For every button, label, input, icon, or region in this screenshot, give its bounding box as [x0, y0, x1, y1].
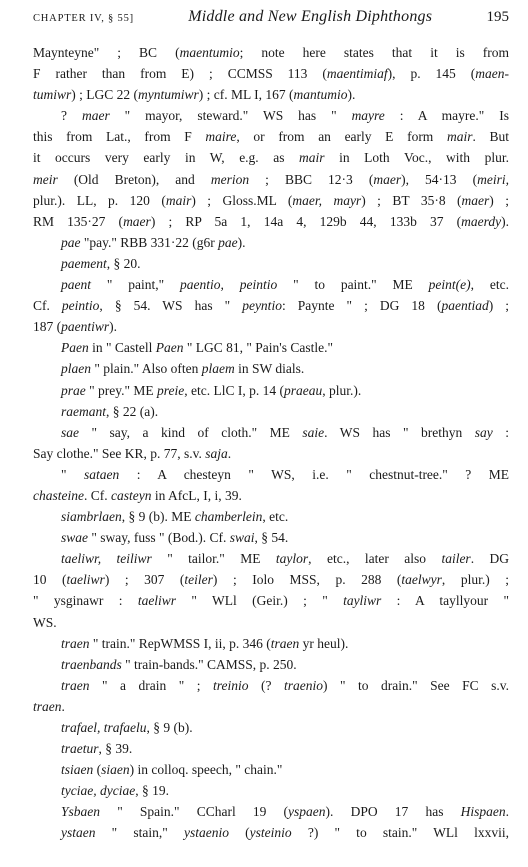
text-run: . DG [470, 551, 509, 567]
body-text [33, 42, 509, 844]
text-run: ? [61, 108, 82, 124]
text-run: " prey." ME [85, 382, 158, 398]
italic-term: yspaen [288, 804, 326, 820]
italic-term: praeau [284, 382, 323, 398]
text-run: " say, a kind of cloth." ME [79, 424, 303, 440]
italic-term: maer [373, 171, 402, 187]
text-run: , § 9 (b). ME [121, 509, 195, 525]
italic-term: paentio, peintio [179, 277, 278, 293]
text-line [33, 295, 509, 316]
text-run: ) ; 307 ( [104, 572, 185, 588]
text-line [33, 569, 509, 590]
italic-term: taylor [275, 551, 309, 567]
text-line [33, 105, 509, 126]
text-run: this from Lat., from F [33, 129, 206, 145]
text-run: in AfcL, I, i, 39. [151, 487, 242, 503]
text-run: " Spain." CCharl 19 ( [100, 804, 289, 820]
italic-term: mair [446, 129, 473, 145]
italic-term: meiri, [477, 171, 509, 187]
italic-term: traen [33, 698, 62, 714]
text-run: ; note here states that it is from [239, 45, 509, 60]
text-line [33, 84, 509, 105]
text-line [33, 190, 509, 211]
italic-term: taelwyr [401, 572, 442, 588]
italic-term: maentumio [179, 45, 240, 60]
italic-term: ystaen [61, 825, 96, 841]
italic-term: chamberlein [194, 509, 263, 525]
italic-term: trafael, trafaelu [61, 720, 147, 735]
italic-term: traetur [61, 741, 99, 757]
text-run: "pay." RBB 331·22 (g6r [80, 234, 219, 250]
italic-term: Paen [155, 340, 184, 356]
italic-term: teiler [184, 572, 213, 588]
text-run: ) ; [488, 298, 510, 314]
text-run: " sway, fuss " (Bod.). Cf. [88, 530, 230, 546]
text-run: , § 54. WS has " [99, 298, 243, 314]
page-number: 195 [486, 9, 509, 25]
italic-term: maer [81, 108, 110, 124]
text-run: ) in colloq. speech, " chain." [129, 762, 283, 778]
italic-term: traenbands [61, 656, 122, 672]
text-run: " WLl (Geir.) ; " [176, 593, 344, 609]
text-run: , etc. [262, 509, 289, 525]
text-run: " a drain " ; [89, 677, 213, 693]
text-run: , plur.). [322, 382, 362, 398]
text-run: WS. [33, 614, 57, 630]
text-run: , etc. LlC I, p. 14 ( [184, 382, 284, 398]
text-run: . But [472, 129, 509, 145]
text-line [33, 422, 509, 443]
text-run: ). DPO 17 has [325, 804, 461, 820]
text-run: " ysginawr : [33, 593, 138, 609]
text-run: " paint," [91, 277, 180, 293]
italic-term: mair [165, 192, 192, 208]
italic-term: siaen [101, 762, 130, 778]
text-line [33, 696, 509, 717]
italic-term: swai [229, 530, 255, 546]
text-line [33, 801, 509, 822]
italic-term: tumiwr [33, 87, 72, 103]
text-run: : [492, 424, 509, 440]
text-run: 187 ( [33, 319, 62, 335]
text-run: " [61, 466, 84, 482]
text-line [33, 337, 509, 358]
text-run: in " Castell [88, 340, 156, 356]
text-line [33, 548, 509, 569]
text-line [33, 506, 509, 527]
text-run: in Loth Voc., with plur. [324, 150, 509, 166]
text-line [33, 316, 509, 337]
text-line [33, 633, 509, 654]
text-line [33, 380, 509, 401]
text-run: RM 135·27 ( [33, 213, 124, 229]
italic-term: maer [461, 192, 490, 208]
text-run: : A chesteyn " WS, i.e. " chestnut-tree." ? ME [119, 466, 510, 482]
text-run: ?) " to stain." WLl lxxvii, [291, 825, 509, 841]
italic-term: myntumiwr [138, 87, 199, 103]
text-run: " train." RepWMSS I, ii, p. 346 ( [89, 635, 271, 651]
italic-term: taeliwr [66, 572, 105, 588]
text-run: " tailor." ME [151, 551, 276, 567]
text-line [33, 253, 509, 274]
italic-term: casteyn [110, 487, 152, 503]
text-run: . Cf. [83, 487, 111, 503]
text-run: ) ; Gloss.ML ( [191, 192, 293, 208]
text-run: Say clothe." See KR, p. 77, s.v. [33, 445, 206, 461]
text-run: ) ; LGC 22 ( [71, 87, 139, 103]
italic-term: taeliwr [137, 593, 177, 609]
italic-term: paent [61, 277, 91, 293]
italic-term: traenio [283, 677, 323, 693]
text-line [33, 464, 509, 485]
italic-term: treinio [213, 677, 249, 693]
text-line [33, 358, 509, 379]
italic-term: peintio [61, 298, 100, 314]
text-run: ) " to drain." See FC s.v. [322, 677, 509, 693]
italic-term: tayliwr [343, 593, 382, 609]
text-run: . [505, 804, 510, 820]
text-line [33, 232, 509, 253]
italic-term: traen [61, 677, 90, 693]
text-line [33, 759, 509, 780]
text-run: Cf. [33, 298, 62, 314]
italic-term: ystaenio [183, 825, 229, 841]
text-run: ). [109, 319, 118, 335]
text-line [33, 590, 509, 611]
text-run: ( [93, 762, 102, 778]
italic-term: mayre [351, 108, 385, 124]
text-line [33, 822, 509, 843]
text-run: . WS has " brethyn [324, 424, 475, 440]
text-run: ), p. 145 ( [387, 66, 476, 82]
text-run: ) ; RP 5a 1, 14a 4, 129b 44, 133b 37 ( [150, 213, 462, 229]
text-line [33, 717, 509, 738]
text-run: plur.). LL, p. 120 ( [33, 192, 166, 208]
text-run: ). [347, 87, 356, 103]
text-line [33, 274, 509, 295]
text-run: " to paint." ME [277, 277, 429, 293]
italic-term: maen- [475, 66, 509, 82]
italic-term: prae [61, 382, 86, 398]
italic-term: merion [210, 171, 250, 187]
text-run: , § 19. [135, 783, 169, 799]
text-run: 10 ( [33, 572, 67, 588]
text-run: Maynteyne" ; BC ( [33, 45, 180, 60]
italic-term: Hispaen [460, 804, 506, 820]
text-run: ; BBC 12·3 ( [249, 171, 374, 187]
text-line [33, 63, 509, 84]
italic-term: tyciae, dyciae [61, 783, 136, 799]
text-line [33, 675, 509, 696]
text-run: ). [237, 234, 246, 250]
italic-term: plaen [61, 361, 91, 377]
italic-term: maer [123, 213, 151, 229]
text-run: , § 20. [106, 255, 141, 271]
text-line [33, 42, 509, 63]
text-run: in SW dials. [234, 361, 305, 377]
text-run: ), 54·13 ( [401, 171, 478, 187]
italic-term: ysteinio [249, 825, 292, 841]
chapter-reference: CHAPTER IV, § 55] [33, 13, 134, 24]
italic-term: swae [61, 530, 88, 546]
text-run: , or from an early E form [236, 129, 447, 145]
italic-term: mair [299, 150, 325, 166]
italic-term: paentiad [441, 298, 489, 314]
text-run: : A tayllyour " [381, 593, 509, 609]
text-line [33, 126, 509, 147]
italic-term: maer, mayr [292, 192, 362, 208]
text-run: , etc. [470, 277, 510, 293]
text-run: . [61, 698, 65, 714]
italic-term: pae [218, 234, 238, 250]
text-run: " mayor, steward." WS has " [109, 108, 352, 124]
italic-term: paentiwr [61, 319, 110, 335]
text-run: ) ; [489, 192, 510, 208]
text-run: (? [248, 677, 284, 693]
italic-term: chasteine [33, 487, 84, 503]
italic-term: traen [61, 635, 90, 651]
text-run: (Old Breton), and [57, 171, 211, 187]
italic-term: traen [270, 635, 300, 651]
text-line [33, 780, 509, 801]
italic-term: mantumio [293, 87, 348, 103]
text-line [33, 485, 509, 506]
text-line [33, 401, 509, 422]
text-run: , etc., later also [308, 551, 442, 567]
italic-term: maentimiaf [326, 66, 388, 82]
text-run: " LGC 81, " Pain's Castle." [183, 340, 333, 356]
running-header [33, 8, 509, 34]
italic-term: preie [157, 382, 185, 398]
text-line [33, 443, 509, 464]
text-run: ). [501, 213, 509, 229]
text-run: , § 54. [254, 530, 289, 546]
italic-term: maerdy [461, 213, 502, 229]
text-run: ) ; cf. ML I, 167 ( [198, 87, 294, 103]
italic-term: tsiaen [61, 762, 94, 778]
italic-term: tailer [441, 551, 471, 567]
text-run: " plain." Also often [91, 361, 202, 377]
italic-term: say [474, 424, 493, 440]
text-run: : Paynte " ; DG 18 ( [281, 298, 442, 314]
text-run: " stain," [95, 825, 184, 841]
running-title: Middle and New English Diphthongs [188, 8, 433, 25]
italic-term: siambrlaen [61, 509, 122, 525]
text-run: ) ; BT 35·8 ( [361, 192, 462, 208]
text-line [33, 169, 509, 190]
text-line [33, 527, 509, 548]
italic-term: saie [302, 424, 325, 440]
italic-term: peint(e) [428, 277, 471, 293]
text-line [33, 654, 509, 675]
italic-term: saja [205, 445, 228, 461]
text-run: , § 9 (b). [146, 720, 193, 735]
italic-term: raemant [61, 403, 106, 419]
text-run: , § 39. [98, 741, 133, 757]
text-line [33, 147, 509, 168]
italic-term: sataen [84, 466, 120, 482]
italic-term: meir [33, 171, 58, 187]
italic-term: peyntio [242, 298, 282, 314]
text-run: . [227, 445, 232, 461]
text-run: , § 22 (a). [106, 403, 159, 419]
italic-term: Paen [61, 340, 89, 356]
text-run: : A mayre." Is [384, 108, 509, 124]
text-run: ( [228, 825, 250, 841]
italic-term: pae [61, 234, 81, 250]
text-line [33, 612, 509, 633]
text-run: ) ; Iolo MSS, p. 288 ( [212, 572, 402, 588]
italic-term: paement [61, 255, 107, 271]
text-run: it occurs very early in W, e.g. as [33, 150, 300, 166]
text-line [33, 211, 509, 232]
text-run: F rather than from E) ; CCMSS 113 ( [33, 66, 327, 82]
italic-term: sae [61, 424, 79, 440]
italic-term: taeliwr, teiliwr [61, 551, 152, 567]
text-run: " train-bands." CAMSS, p. 250. [121, 656, 297, 672]
text-run: yr heul). [299, 635, 349, 651]
italic-term: plaem [201, 361, 235, 377]
text-line [33, 738, 509, 759]
italic-term: Ysbaen [61, 804, 101, 820]
italic-term: maire [205, 129, 237, 145]
text-run: , plur.) ; [441, 572, 509, 588]
